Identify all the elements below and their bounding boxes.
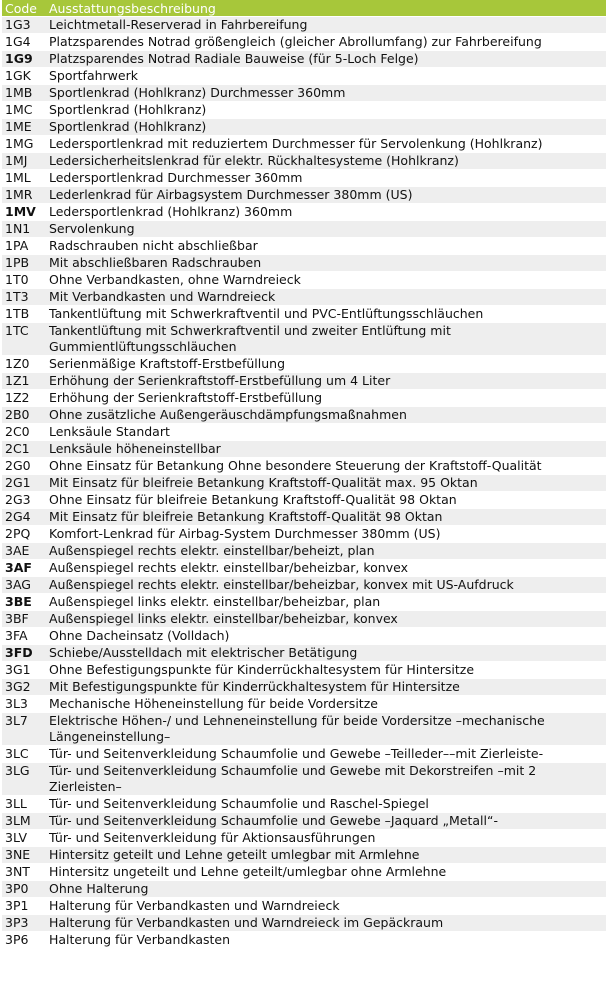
description-cell: Außenspiegel rechts elektr. einstellbar/beheizbar, konvex mit US-Aufdruck — [46, 577, 606, 594]
description-cell: Mit Einsatz für bleifreie Betankung Kraftstoff-Qualität max. 95 Oktan — [46, 475, 606, 492]
description-cell: Radschrauben nicht abschließbar — [46, 238, 606, 255]
code-cell: 3NT — [2, 864, 46, 881]
table-header-row — [2, 0, 606, 17]
table-row — [2, 932, 606, 949]
code-cell: 3L3 — [2, 696, 46, 713]
code-cell: 1Z1 — [2, 373, 46, 390]
code-cell: 1Z0 — [2, 356, 46, 373]
table-row — [2, 136, 606, 153]
description-cell: Tankentlüftung mit Schwerkraftventil und PVC-Entlüftungsschläuchen — [46, 306, 606, 323]
table-row — [2, 373, 606, 390]
description-cell: Tür- und Seitenverkleidung für Aktionsausführungen — [46, 830, 606, 847]
description-cell: Tür- und Seitenverkleidung Schaumfolie und Gewebe mit Dekorstreifen –mit 2 Zierleisten– — [46, 763, 606, 796]
table-body — [2, 17, 606, 949]
code-cell: 1G4 — [2, 34, 46, 51]
code-cell: 1ML — [2, 170, 46, 187]
table-row — [2, 221, 606, 238]
table-row — [2, 34, 606, 51]
table-row — [2, 847, 606, 864]
code-cell: 3AE — [2, 543, 46, 560]
code-cell: 1ME — [2, 119, 46, 136]
table-row — [2, 679, 606, 696]
code-cell: 1T0 — [2, 272, 46, 289]
code-cell: 3P0 — [2, 881, 46, 898]
description-cell: Außenspiegel rechts elektr. einstellbar/beheizt, plan — [46, 543, 606, 560]
table-row — [2, 17, 606, 34]
table-row — [2, 881, 606, 898]
table-row — [2, 306, 606, 323]
description-cell: Schiebe/Ausstelldach mit elektrischer Betätigung — [46, 645, 606, 662]
code-cell: 3P3 — [2, 915, 46, 932]
table-row — [2, 696, 606, 713]
code-cell: 3G2 — [2, 679, 46, 696]
description-cell: Sportfahrwerk — [46, 68, 606, 85]
code-cell: 1N1 — [2, 221, 46, 238]
description-cell: Außenspiegel links elektr. einstellbar/beheizbar, konvex — [46, 611, 606, 628]
code-cell: 1PA — [2, 238, 46, 255]
table-row — [2, 594, 606, 611]
description-cell: Außenspiegel rechts elektr. einstellbar/beheizbar, konvex — [46, 560, 606, 577]
table-row — [2, 543, 606, 560]
code-cell: 2C0 — [2, 424, 46, 441]
table-row — [2, 441, 606, 458]
table-row — [2, 85, 606, 102]
table-row — [2, 645, 606, 662]
code-cell: 2G1 — [2, 475, 46, 492]
description-cell: Sportlenkrad (Hohlkranz) — [46, 119, 606, 136]
description-cell: Ohne Verbandkasten, ohne Warndreieck — [46, 272, 606, 289]
description-cell: Erhöhung der Serienkraftstoff-Erstbefüllung — [46, 390, 606, 407]
description-cell: Tür- und Seitenverkleidung Schaumfolie und Gewebe –Teilleder––mit Zierleiste- — [46, 746, 606, 763]
table-row — [2, 390, 606, 407]
code-cell: 1MJ — [2, 153, 46, 170]
table-row — [2, 119, 606, 136]
table-row — [2, 509, 606, 526]
description-cell: Platzsparendes Notrad größengleich (gleicher Abrollumfang) zur Fahrbereifung — [46, 34, 606, 51]
table-row — [2, 272, 606, 289]
description-cell: Mit Verbandkasten und Warndreieck — [46, 289, 606, 306]
table-row — [2, 289, 606, 306]
code-cell: 2G3 — [2, 492, 46, 509]
table-row — [2, 424, 606, 441]
code-cell: 1Z2 — [2, 390, 46, 407]
code-cell: 1MR — [2, 187, 46, 204]
description-cell: Lenksäule Standart — [46, 424, 606, 441]
description-cell: Außenspiegel links elektr. einstellbar/beheizbar, plan — [46, 594, 606, 611]
code-cell: 3LC — [2, 746, 46, 763]
description-cell: Ledersicherheitslenkrad für elektr. Rückhaltesysteme (Hohlkranz) — [46, 153, 606, 170]
table-row — [2, 356, 606, 373]
code-cell: 3LL — [2, 796, 46, 813]
table-row — [2, 796, 606, 813]
code-cell: 2PQ — [2, 526, 46, 543]
code-cell: 1TB — [2, 306, 46, 323]
table-row — [2, 153, 606, 170]
code-cell: 3L7 — [2, 713, 46, 746]
code-cell: 1G9 — [2, 51, 46, 68]
code-cell: 3P1 — [2, 898, 46, 915]
description-cell: Sportlenkrad (Hohlkranz) — [46, 102, 606, 119]
code-cell: 3P6 — [2, 932, 46, 949]
table-row — [2, 475, 606, 492]
description-cell: Ledersportlenkrad (Hohlkranz) 360mm — [46, 204, 606, 221]
description-cell: Halterung für Verbandkasten und Warndreieck — [46, 898, 606, 915]
equipment-code-table — [2, 0, 606, 949]
description-cell: Mit abschließbaren Radschrauben — [46, 255, 606, 272]
description-cell: Ohne Befestigungspunkte für Kinderrückhaltesystem für Hintersitze — [46, 662, 606, 679]
code-cell: 1G3 — [2, 17, 46, 34]
description-cell: Hintersitz geteilt und Lehne geteilt umlegbar mit Armlehne — [46, 847, 606, 864]
table-row — [2, 898, 606, 915]
table-row — [2, 662, 606, 679]
description-cell: Halterung für Verbandkasten — [46, 932, 606, 949]
description-cell: Elektrische Höhen-/ und Lehneneinstellung für beide Vordersitze –mechanische Längeneinstellung– — [46, 713, 606, 746]
code-cell: 2G4 — [2, 509, 46, 526]
description-cell: Lenksäule höheneinstellbar — [46, 441, 606, 458]
table-row — [2, 628, 606, 645]
code-cell: 1GK — [2, 68, 46, 85]
description-cell: Platzsparendes Notrad Radiale Bauweise (für 5-Loch Felge) — [46, 51, 606, 68]
description-cell: Tankentlüftung mit Schwerkraftventil und zweiter Entlüftung mit Gummientlüftungsschläuchen — [46, 323, 606, 356]
table-row — [2, 170, 606, 187]
code-cell: 3BE — [2, 594, 46, 611]
code-cell: 3G1 — [2, 662, 46, 679]
table-row — [2, 68, 606, 85]
table-row — [2, 204, 606, 221]
table-row — [2, 102, 606, 119]
table-row — [2, 323, 606, 356]
description-cell: Ohne Einsatz für bleifreie Betankung Kraftstoff-Qualität 98 Oktan — [46, 492, 606, 509]
table-row — [2, 915, 606, 932]
table-row — [2, 526, 606, 543]
description-cell: Ohne Dacheinsatz (Volldach) — [46, 628, 606, 645]
code-cell: 3AG — [2, 577, 46, 594]
description-cell: Hintersitz ungeteilt und Lehne geteilt/umlegbar ohne Armlehne — [46, 864, 606, 881]
code-cell: 1TC — [2, 323, 46, 356]
code-cell: 3LM — [2, 813, 46, 830]
table-row — [2, 560, 606, 577]
table-row — [2, 187, 606, 204]
description-cell: Servolenkung — [46, 221, 606, 238]
description-cell: Sportlenkrad (Hohlkranz) Durchmesser 360mm — [46, 85, 606, 102]
code-cell: 1MV — [2, 204, 46, 221]
description-cell: Ohne Halterung — [46, 881, 606, 898]
description-cell: Tür- und Seitenverkleidung Schaumfolie und Raschel-Spiegel — [46, 796, 606, 813]
column-header-code: Code — [2, 0, 46, 17]
description-cell: Leichtmetall-Reserverad in Fahrbereifung — [46, 17, 606, 34]
code-cell: 2C1 — [2, 441, 46, 458]
table-row — [2, 864, 606, 881]
table-row — [2, 51, 606, 68]
code-cell: 3AF — [2, 560, 46, 577]
description-cell: Halterung für Verbandkasten und Warndreieck im Gepäckraum — [46, 915, 606, 932]
code-cell: 1PB — [2, 255, 46, 272]
code-cell: 3BF — [2, 611, 46, 628]
code-cell: 1MC — [2, 102, 46, 119]
description-cell: Mechanische Höheneinstellung für beide Vordersitze — [46, 696, 606, 713]
description-cell: Erhöhung der Serienkraftstoff-Erstbefüllung um 4 Liter — [46, 373, 606, 390]
description-cell: Komfort-Lenkrad für Airbag-System Durchmesser 380mm (US) — [46, 526, 606, 543]
code-cell: 3NE — [2, 847, 46, 864]
code-cell: 1MG — [2, 136, 46, 153]
table-row — [2, 763, 606, 796]
table-row — [2, 713, 606, 746]
code-cell: 1MB — [2, 85, 46, 102]
table-row — [2, 813, 606, 830]
description-cell: Ohne zusätzliche Außengeräuschdämpfungsmaßnahmen — [46, 407, 606, 424]
code-cell: 1T3 — [2, 289, 46, 306]
description-cell: Tür- und Seitenverkleidung Schaumfolie und Gewebe –Jaquard „Metall“- — [46, 813, 606, 830]
description-cell: Ledersportlenkrad Durchmesser 360mm — [46, 170, 606, 187]
table-row — [2, 407, 606, 424]
code-cell: 2G0 — [2, 458, 46, 475]
table-row — [2, 255, 606, 272]
table-row — [2, 577, 606, 594]
description-cell: Mit Befestigungspunkte für Kinderrückhaltesystem für Hintersitze — [46, 679, 606, 696]
table-row — [2, 746, 606, 763]
description-cell: Ohne Einsatz für Betankung Ohne besondere Steuerung der Kraftstoff-Qualität — [46, 458, 606, 475]
table-row — [2, 830, 606, 847]
description-cell: Lederlenkrad für Airbagsystem Durchmesser 380mm (US) — [46, 187, 606, 204]
code-cell: 3LG — [2, 763, 46, 796]
table-row — [2, 458, 606, 475]
code-cell: 2B0 — [2, 407, 46, 424]
table-row — [2, 611, 606, 628]
description-cell: Serienmäßige Kraftstoff-Erstbefüllung — [46, 356, 606, 373]
code-cell: 3FD — [2, 645, 46, 662]
description-cell: Mit Einsatz für bleifreie Betankung Kraftstoff-Qualität 98 Oktan — [46, 509, 606, 526]
code-cell: 3FA — [2, 628, 46, 645]
description-cell: Ledersportlenkrad mit reduziertem Durchmesser für Servolenkung (Hohlkranz) — [46, 136, 606, 153]
code-cell: 3LV — [2, 830, 46, 847]
column-header-description: Ausstattungsbeschreibung — [46, 0, 606, 17]
table-row — [2, 492, 606, 509]
table-row — [2, 238, 606, 255]
